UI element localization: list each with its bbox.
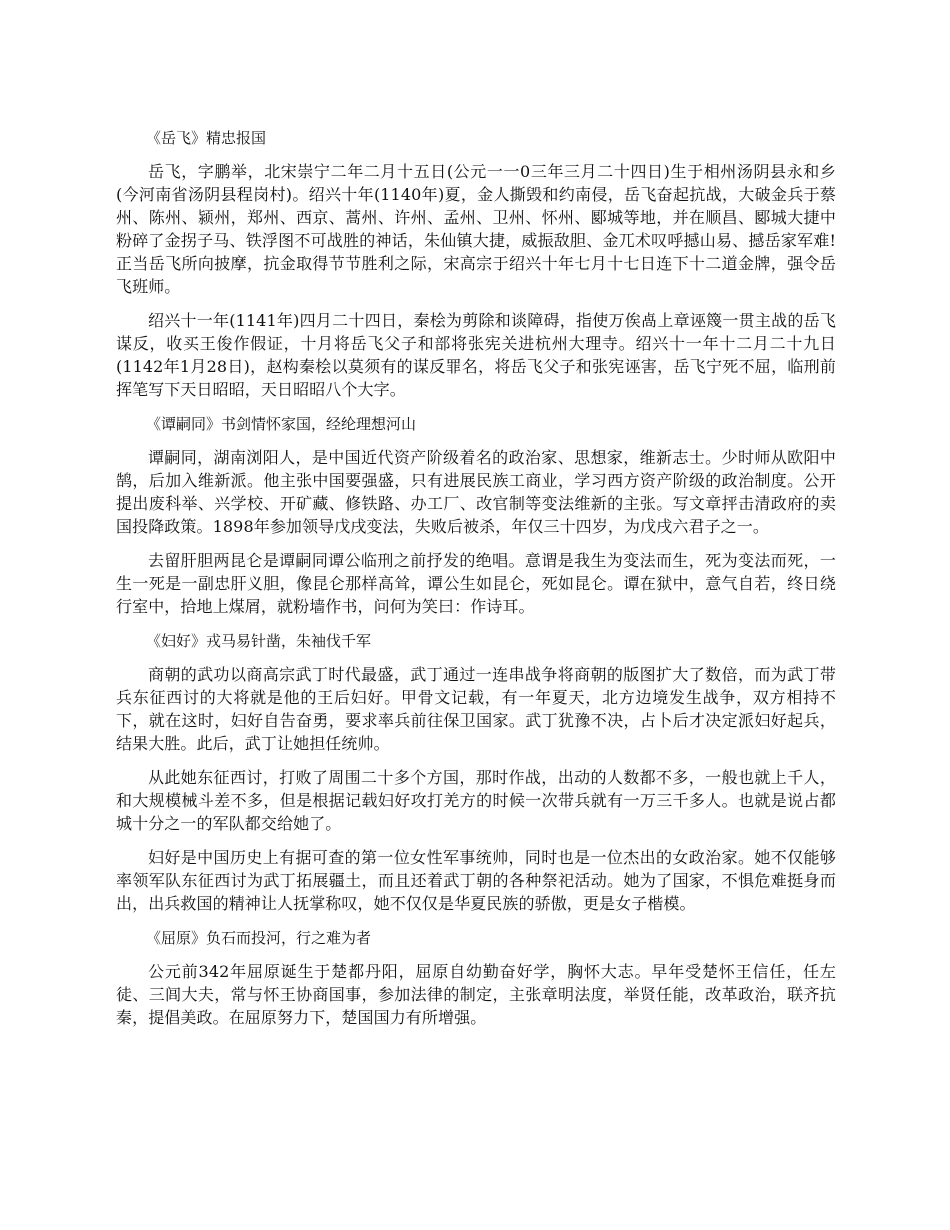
section-fu-hao xyxy=(116,629,836,915)
section-heading: 《妇好》戎马易针凿，朱袖伐千军 xyxy=(146,632,372,650)
paragraph: 谭嗣同，湖南浏阳人，是中国近代资产阶级着名的政治家、思想家，维新志士。少时师从欧阳中鹄，后加入维新派。他主张中国要强盛，只有进展民族工商业，学习西方资产阶级的政治制度。公开提出废科举、兴学校、开矿藏、修铁路、办工厂、改官制等变法维新的主张。写文章抨击清政府的卖国投降政策。1898年参加领导戊戌变法，失败后被杀，年仅三十四岁，为戊戌六君子之一。 xyxy=(116,448,836,536)
paragraph: 去留肝胆两昆仑是谭嗣同谭公临刑之前抒发的绝唱。意谓是我生为变法而生，死为变法而死，一生一死是一副忠肝义胆，像昆仑那样高耸，谭公生如昆仑，死如昆仑。谭在狱中，意气自若，终日绕行室中，拾地上煤屑，就粉墙作书，问何为笑曰：作诗耳。 xyxy=(116,551,836,616)
section-tan-sitong xyxy=(116,412,836,618)
document-page xyxy=(116,126,836,1040)
paragraph: 岳飞，字鹏举，北宋崇宁二年二月十五日(公元一一0三年三月二十四日)生于相州汤阴县永和乡(今河南省汤阴县程岗村)。绍兴十年(1140年)夏，金人撕毁和约南侵，岳飞奋起抗战，大破金兵于蔡州、陈州、颍州，郑州、西京、蒿州、许州、孟州、卫州、怀州、郾城等地，并在顺昌、郾城大捷中粉碎了金拐子马、铁浮图不可战胜的神话，朱仙镇大捷，威振敌胆、金兀术叹呼撼山易、撼岳家军难!正当岳飞所向披摩，抗金取得节节胜利之际，宋高宗于绍兴十年七月十七日连下十二道金牌，强令岳飞班师。 xyxy=(116,162,836,296)
paragraph: 公元前342年屈原诞生于楚都丹阳，屈原自幼勤奋好学，胸怀大志。早年受楚怀王信任，任左徒、三闾大夫，常与怀王协商国事，参加法律的制定，主张章明法度，举贤任能，改革政治，联齐抗秦，提倡美政。在屈原努力下，楚国国力有所增强。 xyxy=(116,962,836,1027)
paragraph: 妇好是中国历史上有据可查的第一位女性军事统帅，同时也是一位杰出的女政治家。她不仅能够率领军队东征西讨为武丁拓展疆土，而且还着武丁朝的各种祭祀活动。她为了国家，不惧危难挺身而出，出兵救国的精神让人抚掌称叹，她不仅仅是华夏民族的骄傲，更是女子楷模。 xyxy=(116,848,836,913)
section-yue-fei xyxy=(116,126,836,401)
paragraph: 从此她东征西讨，打败了周围二十多个方国，那时作战，出动的人数都不多，一般也就上千人，和大规模械斗差不多，但是根据记载妇好攻打羌方的时候一次带兵就有一万三千多人。也就是说占都城十分之一的军队都交给她了。 xyxy=(116,768,836,833)
section-heading: 《岳飞》精忠报国 xyxy=(146,129,267,147)
section-qu-yuan xyxy=(116,926,836,1029)
paragraph: 商朝的武功以商高宗武丁时代最盛，武丁通过一连串战争将商朝的版图扩大了数倍，而为武丁带兵东征西讨的大将就是他的王后妇好。甲骨文记载，有一年夏天，北方边境发生战争，双方相持不下，就在这时，妇好自告奋勇，要求率兵前往保卫国家。武丁犹豫不决，占卜后才决定派妇好起兵，结果大胜。此后，武丁让她担任统帅。 xyxy=(116,665,836,753)
section-heading: 《谭嗣同》书剑情怀家国，经纶理想河山 xyxy=(146,415,417,433)
paragraph: 绍兴十一年(1141年)四月二十四日，秦桧为剪除和谈障碍，指使万俟卨上章诬篾一贯主战的岳飞谋反，收买王俊作假证，十月将岳飞父子和部将张宪关进杭州大理寺。绍兴十一年十二月二十九日(1142年1月28日)，赵构秦桧以莫须有的谋反罪名，将岳飞父子和张宪诬害，岳飞宁死不屈，临刑前挥笔写下天日昭昭，天日昭昭八个大字。 xyxy=(116,311,836,399)
section-heading: 《屈原》负石而投河，行之难为者 xyxy=(146,929,372,947)
